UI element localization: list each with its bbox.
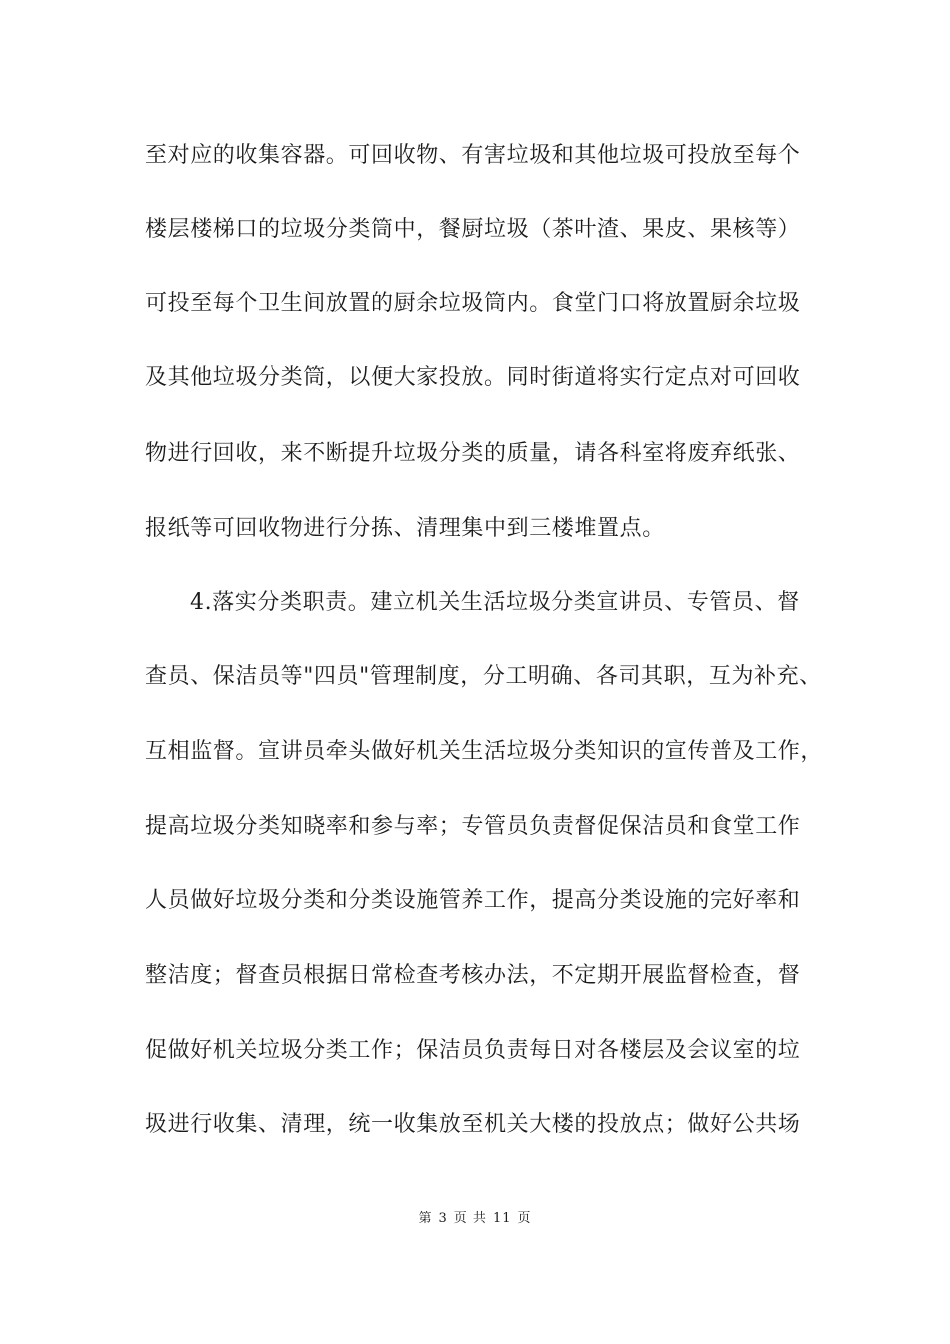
text-line: 提高垃圾分类知晓率和参与率；专管员负责督促保洁员和食堂工作 bbox=[145, 814, 801, 839]
text-line: 及其他垃圾分类筒，以便大家投放。同时街道将实行定点对可回收 bbox=[145, 365, 801, 390]
text-line: 4.落实分类职责。建立机关生活垃圾分类宣讲员、专管员、督 bbox=[190, 590, 800, 615]
text-line: 报纸等可回收物进行分拣、清理集中到三楼堆置点。 bbox=[145, 516, 665, 541]
text-line: 整洁度；督查员根据日常检查考核办法，不定期开展监督检查，督 bbox=[145, 963, 801, 988]
total-page-count: 11 bbox=[492, 1211, 512, 1226]
text-line: 查员、保洁员等"四员"管理制度，分工明确、各司其职，互为补充、 bbox=[145, 664, 822, 689]
text-line: 可投至每个卫生间放置的厨余垃圾筒内。食堂门口将放置厨余垃圾 bbox=[145, 291, 801, 316]
text-line: 促做好机关垃圾分类工作；保洁员负责每日对各楼层及会议室的垃 bbox=[145, 1038, 801, 1063]
text-line: 物进行回收，来不断提升垃圾分类的质量，请各科室将废弃纸张、 bbox=[145, 441, 801, 466]
footer-suffix: 页 bbox=[517, 1211, 532, 1226]
text-line: 至对应的收集容器。可回收物、有害垃圾和其他垃圾可投放至每个 bbox=[145, 143, 801, 168]
current-page-number: 3 bbox=[438, 1211, 448, 1226]
text-line: 互相监督。宣讲员牵头做好机关生活垃圾分类知识的宣传普及工作， bbox=[145, 739, 824, 764]
page-footer bbox=[0, 1207, 950, 1226]
footer-middle: 页 共 bbox=[453, 1211, 487, 1226]
text-line: 圾进行收集、清理，统一收集放至机关大楼的投放点；做好公共场 bbox=[145, 1112, 801, 1137]
text-line: 楼层楼梯口的垃圾分类筒中，餐厨垃圾（茶叶渣、果皮、果核等） bbox=[145, 217, 801, 242]
text-line: 人员做好垃圾分类和分类设施管养工作，提高分类设施的完好率和 bbox=[145, 888, 801, 913]
footer-prefix: 第 bbox=[418, 1211, 433, 1226]
